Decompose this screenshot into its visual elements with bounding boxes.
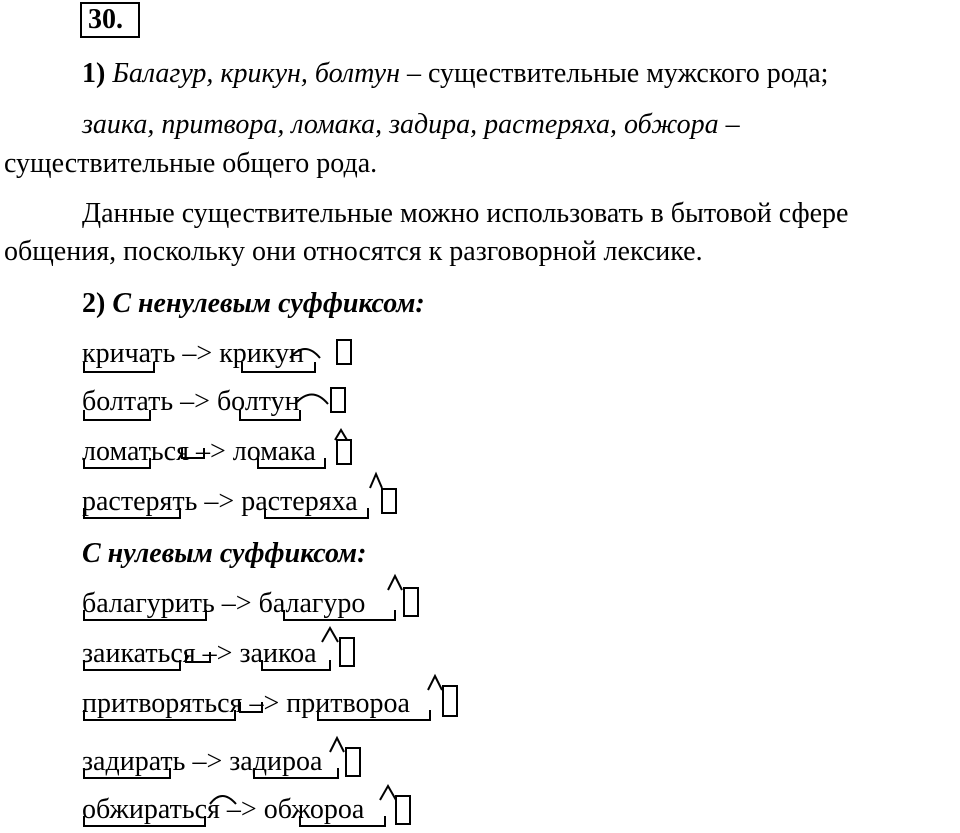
suffix-caret bbox=[428, 676, 442, 690]
arrow: –> bbox=[195, 638, 240, 669]
stem-bracket bbox=[242, 362, 315, 372]
source-word: растерять bbox=[82, 486, 198, 517]
suffix-caret bbox=[380, 786, 396, 800]
stem-bracket bbox=[265, 508, 368, 518]
suffix-caret bbox=[335, 430, 347, 440]
arrow: –> bbox=[242, 688, 287, 719]
stem-bracket bbox=[284, 610, 395, 620]
stem-bracket bbox=[258, 458, 325, 468]
arrow: –> bbox=[219, 794, 264, 825]
nonzero-suffix-heading: С ненулевым суффиксом: bbox=[112, 288, 425, 319]
usage-line-1: Данные существительные можно использовать в бытовой сфере bbox=[82, 198, 849, 229]
derived-word: крикун bbox=[219, 338, 304, 369]
stem-bracket bbox=[300, 816, 385, 826]
common-dash: – bbox=[718, 109, 740, 140]
suffix-caret bbox=[210, 796, 236, 804]
stem-bracket bbox=[84, 710, 235, 720]
common-gender-words: заика, притвора, ломака, задира, растеряха, обжора bbox=[82, 109, 719, 140]
arrow: –> bbox=[188, 436, 233, 467]
stem-bracket bbox=[84, 508, 180, 518]
masculine-description: – существительные мужского рода; bbox=[399, 58, 829, 89]
stem-bracket bbox=[84, 610, 206, 620]
ending-box bbox=[396, 796, 410, 824]
ending-box bbox=[382, 489, 396, 513]
arrow: –> bbox=[175, 338, 220, 369]
suffix-caret bbox=[370, 474, 382, 488]
source-word: кричать bbox=[82, 338, 176, 369]
zero-ending-box bbox=[337, 340, 351, 364]
arrow: –> bbox=[197, 486, 242, 517]
stem-bracket bbox=[84, 816, 205, 826]
source-word: задирать bbox=[82, 746, 186, 777]
stem-bracket bbox=[84, 410, 150, 420]
derived-word: обжороа bbox=[263, 794, 365, 825]
stem-bracket bbox=[84, 362, 154, 372]
ending-box bbox=[337, 440, 351, 464]
zero-ending-box bbox=[331, 388, 345, 412]
usage-line-2: общения, поскольку они относятся к разговорной лексике. bbox=[4, 236, 703, 267]
derived-word: заикоа bbox=[239, 638, 317, 669]
arrow: –> bbox=[214, 588, 259, 619]
source-word: притворяться bbox=[82, 688, 243, 719]
ending-box bbox=[346, 748, 360, 776]
exercise-number: 30. bbox=[80, 2, 140, 38]
common-gender-description: существительные общего рода. bbox=[4, 148, 378, 179]
suffix-caret bbox=[295, 395, 328, 405]
suffix-caret bbox=[186, 652, 210, 662]
suffix-caret bbox=[388, 576, 402, 590]
stem-bracket bbox=[84, 458, 150, 468]
arrow: –> bbox=[173, 386, 217, 417]
arrow: –> bbox=[185, 746, 230, 777]
derived-word: растеряха bbox=[241, 486, 358, 517]
stem-bracket bbox=[254, 768, 338, 778]
part1-number: 1) bbox=[82, 58, 106, 89]
derived-word: болтун bbox=[216, 386, 300, 417]
derived-word: балагуро bbox=[258, 588, 366, 619]
part2-number: 2) bbox=[82, 288, 106, 319]
zero-ending-box bbox=[404, 588, 418, 616]
source-word: обжираться bbox=[82, 794, 220, 825]
suffix-caret bbox=[322, 628, 338, 642]
zero-suffix-heading: С нулевым суффиксом: bbox=[82, 538, 367, 569]
suffix-caret bbox=[290, 349, 320, 358]
suffix-caret bbox=[182, 448, 204, 458]
stem-bracket bbox=[84, 660, 180, 670]
derived-word: задироа bbox=[229, 746, 323, 777]
source-word: заикаться bbox=[82, 638, 196, 669]
stem-bracket bbox=[262, 660, 330, 670]
derived-word: притвороа bbox=[286, 688, 410, 719]
suffix-caret bbox=[330, 738, 344, 752]
ending-box bbox=[443, 686, 457, 716]
stem-bracket bbox=[84, 768, 170, 778]
ending-box bbox=[340, 638, 354, 666]
masculine-words: Балагур, крикун, болтун bbox=[112, 58, 400, 89]
derived-word: ломака bbox=[232, 436, 316, 467]
suffix-caret bbox=[240, 702, 262, 712]
stem-bracket bbox=[240, 410, 300, 420]
source-word: болтать bbox=[82, 386, 174, 417]
source-word: ломаться bbox=[82, 436, 189, 467]
source-word: балагурить bbox=[82, 588, 215, 619]
stem-bracket bbox=[318, 710, 430, 720]
